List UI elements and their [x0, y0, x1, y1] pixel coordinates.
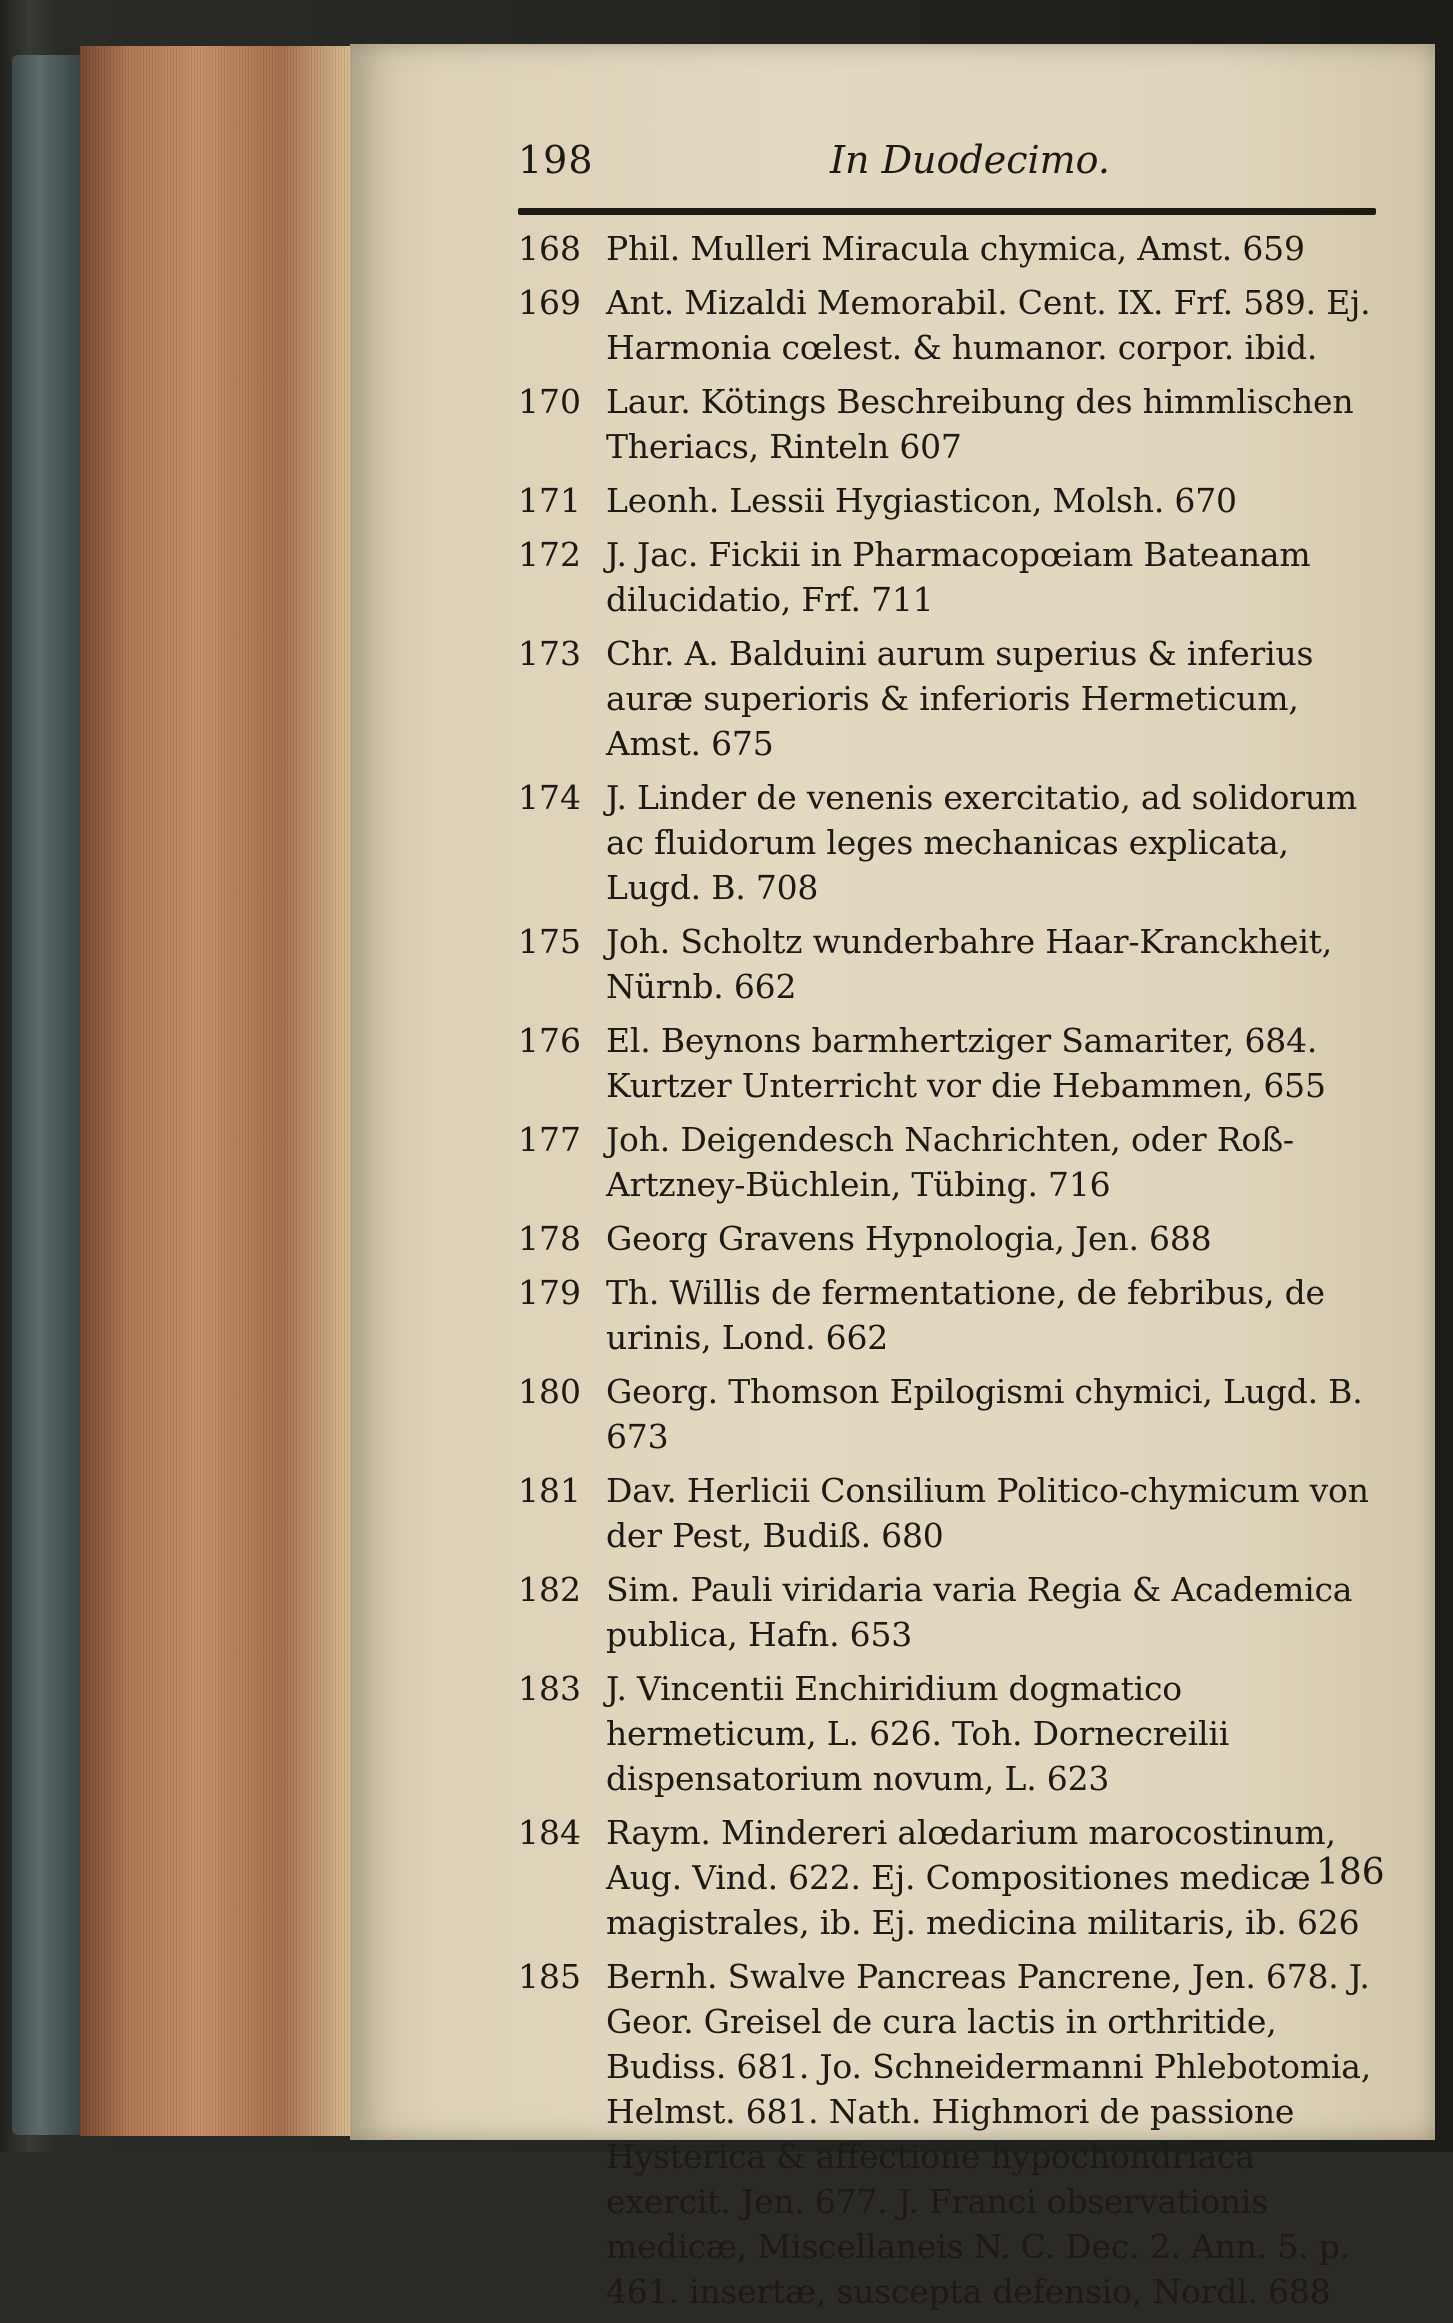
entry-number: 176 [518, 1021, 581, 1060]
entry-number: 185 [518, 1957, 581, 1996]
entry-text: Sim. Pauli viridaria varia Regia & Academica publica, Hafn. 653 [606, 1570, 1353, 1654]
entry-text: Georg Gravens Hypnologia, Jen. 688 [606, 1219, 1212, 1258]
catchword: 186 [1316, 1852, 1385, 1893]
entry-text: J. Vincentii Enchiridium dogmatico hermeticum, L. 626. Toh. Dornecreilii dispensatorium novum, L. 623 [606, 1669, 1230, 1798]
entry-number: 170 [518, 382, 581, 421]
catalog-entry [518, 1216, 1388, 1261]
entry-text: Th. Willis de fermentatione, de febribus, de urinis, Lond. 662 [606, 1273, 1325, 1357]
entry-text: Laur. Kötings Beschreibung des himmlischen Theriacs, Rinteln 607 [606, 382, 1354, 466]
entry-number: 182 [518, 1570, 581, 1609]
catalog-entry [518, 1810, 1388, 1945]
entry-number: 168 [518, 229, 581, 268]
header-rule [518, 208, 1376, 215]
entry-number: 184 [518, 1813, 581, 1852]
entry-text: J. Linder de venenis exercitatio, ad solidorum ac fluidorum leges mechanicas explicata, Lugd. B. 708 [606, 778, 1358, 907]
book-cover-edge [12, 55, 80, 2135]
catalog-entry [518, 1567, 1388, 1657]
catalog-entry [518, 280, 1388, 370]
entry-text: Phil. Mulleri Miracula chymica, Amst. 659 [606, 229, 1305, 268]
entry-number: 181 [518, 1471, 581, 1510]
entry-text: J. Jac. Fickii in Pharmacopœiam Bateanam dilucidatio, Frf. 711 [606, 535, 1311, 619]
running-title: In Duodecimo. [830, 138, 1110, 182]
catalog-entry [518, 1270, 1388, 1360]
entry-text: Chr. A. Balduini aurum superius & inferius auræ superioris & inferioris Hermeticum, Amst. 675 [606, 634, 1314, 763]
entry-number: 172 [518, 535, 581, 574]
catalog-entry [518, 478, 1388, 523]
entry-number: 178 [518, 1219, 581, 1258]
page-number: 198 [518, 138, 594, 182]
entry-text: Raym. Mindereri alœdarium marocostinum, Aug. Vind. 622. Ej. Compositiones medicæ magistrales, ib. Ej. medicina militaris, ib. 626 [606, 1813, 1360, 1942]
running-head [518, 138, 1378, 194]
catalog-entry [518, 1468, 1388, 1558]
entry-text: Bernh. Swalve Pancreas Pancrene, Jen. 678. J. Geor. Greisel de cura lactis in orthritide, Budiss. 681. Jo. Schneidermanni Phlebotomia, Helmst. 681. Nath. Highmori de passione Hysterica & affectione hypochondriaca exercit. Jen. 677. J. Franci observationis medicæ, Miscellaneis N. C. Dec. 2. Ann. 5. p. 461. insertæ, suscepta defensio, Nordl. 688 [606, 1957, 1371, 2311]
entry-number: 169 [518, 283, 581, 322]
catalog-entry [518, 532, 1388, 622]
entry-number: 175 [518, 922, 581, 961]
entry-text: Ant. Mizaldi Memorabil. Cent. IX. Frf. 589. Ej. Harmonia cœlest. & humanor. corpor. ibid. [606, 283, 1371, 367]
catalog-entry [518, 775, 1388, 910]
entry-number: 174 [518, 778, 581, 817]
entry-number: 173 [518, 634, 581, 673]
entry-number: 171 [518, 481, 581, 520]
catalog-entries [518, 226, 1388, 2323]
catalog-entry [518, 1018, 1388, 1108]
entry-text: Joh. Scholtz wunderbahre Haar-Kranckheit, Nürnb. 662 [606, 922, 1333, 1006]
catalog-entry [518, 1369, 1388, 1459]
catalog-entry [518, 919, 1388, 1009]
catalog-entry [518, 631, 1388, 766]
entry-number: 179 [518, 1273, 581, 1312]
entry-text: Georg. Thomson Epilogismi chymici, Lugd. B. 673 [606, 1372, 1363, 1456]
catalog-entry [518, 1666, 1388, 1801]
catalog-entry [518, 1117, 1388, 1207]
catalog-entry [518, 226, 1388, 271]
catalog-entry [518, 1954, 1388, 2314]
entry-number: 177 [518, 1120, 581, 1159]
entry-text: Leonh. Lessii Hygiasticon, Molsh. 670 [606, 481, 1237, 520]
entry-number: 180 [518, 1372, 581, 1411]
catalog-entry [518, 379, 1388, 469]
entry-text: Dav. Herlicii Consilium Politico-chymicum von der Pest, Budiß. 680 [606, 1471, 1369, 1555]
entry-text: El. Beynons barmhertziger Samariter, 684. Kurtzer Unterricht vor die Hebammen, 655 [606, 1021, 1326, 1105]
entry-text: Joh. Deigendesch Nachrichten, oder Roß-Artzney-Büchlein, Tübing. 716 [606, 1120, 1294, 1204]
page-edges [80, 46, 350, 2136]
entry-number: 183 [518, 1669, 581, 1708]
